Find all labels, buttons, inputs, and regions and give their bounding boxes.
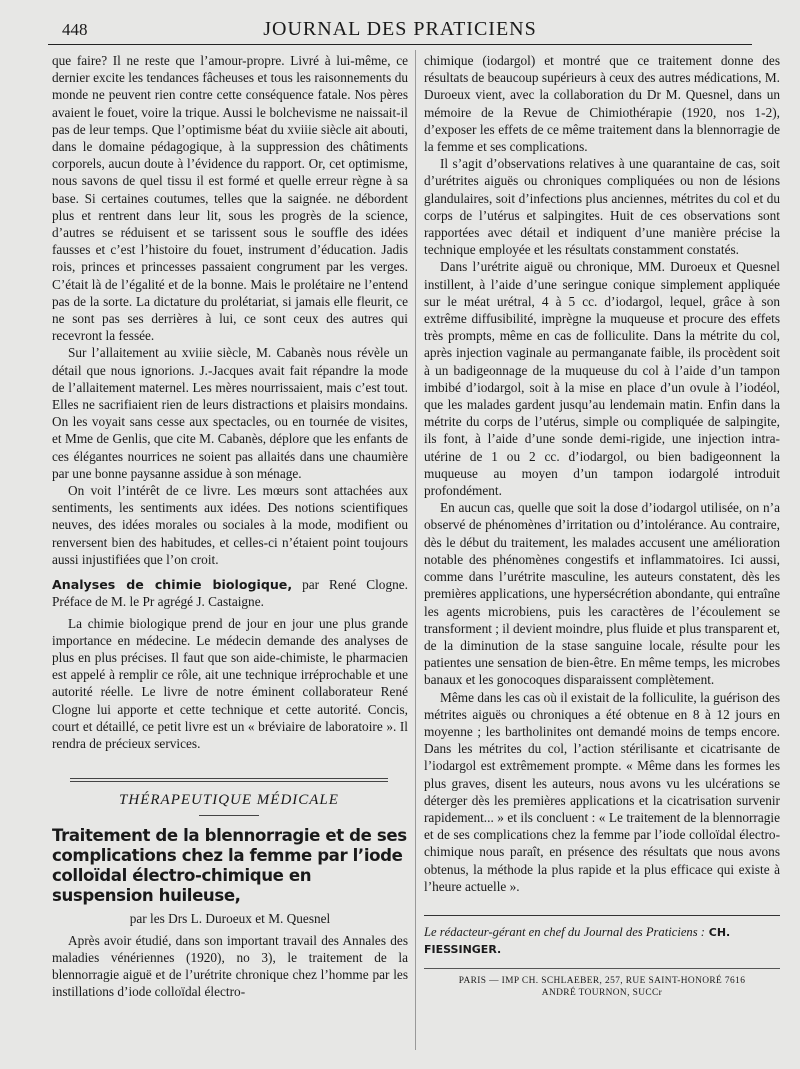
article-title: Traitement de la blennorragie et de ses complications chez la femme par l’iode colloïdal électro-chimique en suspension huileuse, (52, 826, 407, 906)
paragraph: Dans l’urétrite aiguë ou chronique, MM. Duroeux et Quesnel instillent, à l’aide d’une seringue conique simplement appliquée sur le méat urétral, 4 à 5 cc. d’iodargol, lequel, grâce à son extrême diffusibilité, imprègne la muqueuse et procure des effets très prompts, même en cas de folliculite. Dans la métrite du col, après injection vaginale au permanganate faible, ils procèdent soit à un badigeonnage de la muqueuse du col à l’aide d’un tampon imbibé d’iodargol, soit à la mise en place d’un ovule à l’iodéol, que les malades gardent jusqu’au lendemain matin. Enfin dans la métrite du corps de l’utérus, simple ou compliquée de salpingite, ils font, à l’aide d’une sonde demi-rigide, une injection intra-utérine de 1 ou 2 cc. d’iodargol, ou bien badigeonnent la muqueuse au moyen d’un tampon iodargolé introduit profondément. (424, 259, 780, 499)
section-heading-box (70, 778, 388, 816)
editor-name: CH. FIESSINGER. (424, 925, 731, 957)
section-ornament (199, 815, 259, 816)
paragraph: Sur l’allaitement au xviiie siècle, M. Cabanès nous révèle un détail que nous ignorions. J.-Jacques avait fait répandre la mode de l’allaitement maternel. Les mères nourrissaient, mais c’est tout. Elles ne sacrifiaient rien de leurs distractions et plaisirs mondains. On les voyait sans cesse aux spectacles, ou en tournée de visites, et Mme de Genlis, que cite M. Cabanès, déplore que les enfants de ces élégantes nourrices ne soient pas allaités dans une chaumière par une bonne paysanne assidue à son ménage. (52, 345, 408, 481)
printer-imprint (424, 975, 780, 999)
editor-label: Le rédacteur-gérant en chef du Journal des Praticiens : (424, 924, 705, 939)
footer-separator (424, 915, 780, 916)
section-title: THÉRAPEUTIQUE MÉDICALE (119, 792, 339, 809)
paragraph: chimique (iodargol) et montré que ce traitement donne des résultats de beaucoup supérieurs à ceux des autres médications, M. Duroeux vient, avec la collaboration du Dr M. Quesnel, dans un mémoire de la Revue de Chimiothérapie (1920, nos 1-2), d’exposer les effets de ce même traitement dans la blennorragie de la femme et ses complications. (424, 53, 780, 155)
right-column (424, 52, 780, 999)
paragraph: La chimie biologique prend de jour en jour une plus grande importance en médecine. Le médecin demande des analyses de plus en plus précises. Il faut que son aide-chimiste, le pharmacien est appelé à remplir ce rôle, ait une technique irréprochable et une autorité réelle. Le livre de notre éminent collaborateur René Clogne lui apporte et cette technique et cette autorité. Concis, court et détaillé, ce petit livre est un « bréviaire de laboratoire ». Il rendra de précieux services. (52, 615, 408, 751)
editor-line (424, 924, 780, 958)
page-header (48, 14, 752, 45)
book-review-heading (52, 576, 408, 610)
book-review-author: par René Clogne. Préface de M. le Pr agrégé J. Castaigne. (52, 577, 408, 610)
page-number: 448 (62, 20, 88, 39)
column-divider (415, 50, 416, 1050)
left-column (52, 52, 408, 1000)
imprint-line: PARIS — IMP CH. SCHLAEBER, 257, RUE SAINT-HONORÉ 7616 (458, 976, 746, 987)
book-review-title: Analyses de chimie biologique, (52, 577, 293, 593)
paragraph: Il s’agit d’observations relatives à une quarantaine de cas, soit d’urétrites aiguës ou chroniques compliquées ou non de lésions glandulaires, soit d’infections plus anciennes, métrites du col et du corps de l’utérus et salpingites. Huit de ces observations sont rapportées avec détail et indiquent d’une manière précise la technique employée et les résultats constamment constatés. (424, 156, 780, 258)
imprint-separator (424, 968, 780, 969)
paragraph: Après avoir étudié, dans son important travail des Annales des maladies vénériennes (1920), no 3), le traitement de la blennorragie aiguë et de l’urétrite chronique chez l’homme par les instillations d’iode colloïdal électro- (52, 932, 408, 1000)
paragraph: En aucun cas, quelle que soit la dose d’iodargol utilisée, on n’a observé de phénomènes d’irritation ou d’intolérance. Au contraire, dès le début du traitement, les malades accusent une amélioration notable des phénomènes congestifs et inflammatoires. Ici aussi, comme dans l’urétrite masculine, les auteurs constatent, dès les premières applications, une hypersécrétion abondante, qui entraîne les agents microbiens, puis les caractères de l’écoulement se transforment ; il devient moindre, plus fluide et plus transparent et, de la diminution de la stase sanguine locale, résulte pour les patientes une sensation de bien-être. En même temps, les microbes banaux et les gonocoques disparaissent complètement. (424, 500, 780, 688)
imprint-line: ANDRÉ TOURNON, SUCCr (541, 988, 663, 999)
paragraph: Même dans les cas où il existait de la folliculite, la guérison des métrites aiguës ou chroniques a été obtenue en 8 à 12 jours en moyenne ; les bartholinites ont demandé moins de temps encore. Dans les métrites du col, l’action stérilisante et cicatrisante de l’iodargol est extrêmement prompte. « Même dans les formes les plus graves, disent les auteurs, nous avons vu les ulcérations se déterger dès les premières applications et la cicatrisation survenir rapidement... » et ils concluent : « Le traitement de la blennorragie et de ses complications chez la femme par l’iode colloïdal électro-chimique nous paraît, en présence des résultats que nous avons obtenus, la méthode la plus rapide et la plus efficace qui existe à l’heure actuelle ». (424, 689, 780, 894)
paragraph: On voit l’intérêt de ce livre. Les mœurs sont attachées aux sentiments, les sentiments aux idées. Des notions scientifiques neuves, des idées morales ou sociales à la mode, modifient ou renversent bien des habitudes, et celles-ci n’étaient point toujours aussi injustifiées que l’on croit. (52, 483, 408, 567)
article-byline: par les Drs L. Duroeux et M. Quesnel (129, 911, 331, 927)
journal-title: JOURNAL DES PRATICIENS (263, 18, 537, 40)
paragraph: que faire? Il ne reste que l’amour-propre. Livré à lui-même, ce dernier excite les tendances fâcheuses et tous les raisonnements du monde ne peuvent rien contre cette conséquence fatale. Nos pères avaient le fouet, voire la trique. Aussi le bolchevisme ne naissait-il pas de leur temps. Que l’optimisme béat du xviiie siècle ait abouti, dans le domaine pédagogique, à la suppression des châtiments corporels, aucun doute à l’évidence du rapport. Or, cet optimisme, nous savons de quel tissu il est formé et quelle erreur règne à sa base. Si certaines coutumes, telles que la saignée. ne débordent plus et rentrent dans leur lit, sous les progrès de la science, d’autres se réduisent et se tarissent sous le souffle des idées fausses et c’est l’histoire du fouet, instrument d’éducation. Jadis rois, princes et princesses passaient congrument par les verges. C’était là de l’égalité et de la bonne. Mais le prolétaire ne l’entend pas de la sorte. La dictature du prolétariat, si jamais elle fleurit, ce ne sont pas ses derrières à lui, ce sont ceux des autres qui recevront la fessée. (52, 53, 408, 344)
